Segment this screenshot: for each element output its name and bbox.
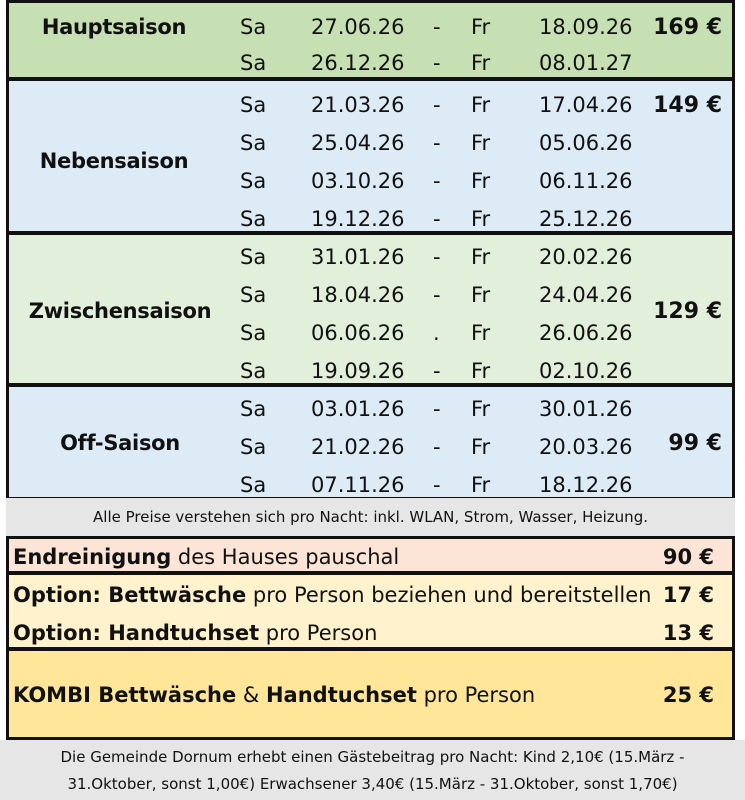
date-range-row xyxy=(9,237,732,275)
season-name: Zwischensaison xyxy=(28,299,212,323)
from-date: 06.06.26 xyxy=(311,321,405,345)
to-day: Fr xyxy=(471,473,491,497)
fee-amount: 90 € xyxy=(662,545,714,569)
date-range-row xyxy=(9,161,732,199)
from-date: 21.02.26 xyxy=(311,435,405,459)
range-separator: - xyxy=(433,51,441,75)
from-date: 03.01.26 xyxy=(311,397,405,421)
season-block-hauptsaison xyxy=(6,0,735,80)
to-day: Fr xyxy=(471,245,491,269)
to-date: 30.01.26 xyxy=(539,397,633,421)
to-date: 06.11.26 xyxy=(539,169,633,193)
from-date: 26.12.26 xyxy=(311,51,405,75)
to-day: Fr xyxy=(471,283,491,307)
to-date: 02.10.26 xyxy=(539,359,633,383)
range-separator: - xyxy=(433,473,441,497)
guest-tax-note xyxy=(0,740,745,800)
date-range-row xyxy=(9,427,732,465)
fee-rest: des Hauses pauschal xyxy=(171,545,400,569)
fee-text-towels xyxy=(13,621,377,645)
date-range-row xyxy=(9,313,732,351)
range-separator: - xyxy=(433,283,441,307)
fee-rest: pro Person xyxy=(416,683,536,707)
range-separator: - xyxy=(433,15,441,39)
from-day: Sa xyxy=(240,131,267,155)
from-day: Sa xyxy=(240,245,267,269)
range-separator: - xyxy=(433,93,441,117)
to-date: 20.02.26 xyxy=(539,245,633,269)
to-day: Fr xyxy=(471,435,491,459)
range-separator: - xyxy=(433,435,441,459)
to-day: Fr xyxy=(471,169,491,193)
fee-row-combo xyxy=(6,648,735,740)
season-name: Off-Saison xyxy=(60,431,180,455)
to-date: 08.01.27 xyxy=(539,51,633,75)
fee-mid: & xyxy=(236,683,266,707)
fee-amount-bedlinen: 17 € xyxy=(662,583,714,607)
fee-bold-1: KOMBI Bettwäsche xyxy=(13,683,237,707)
from-date: 03.10.26 xyxy=(311,169,405,193)
guest-tax-line-2: 31.Oktober, sonst 1,00€) Erwachsener 3,40€ (15.März - 31.Oktober, sonst 1,70€) xyxy=(67,775,678,793)
fee-row-cleaning xyxy=(6,536,735,574)
season-price: 149 € xyxy=(653,93,722,118)
fee-text xyxy=(13,545,399,569)
fee-amount-combo: 25 € xyxy=(662,683,714,707)
to-day: Fr xyxy=(471,207,491,231)
from-day: Sa xyxy=(240,93,267,117)
season-name: Hauptsaison xyxy=(41,15,187,39)
to-day: Fr xyxy=(471,51,491,75)
season-name: Nebensaison xyxy=(39,149,189,173)
range-separator: . xyxy=(433,321,440,345)
season-block-off-saison xyxy=(6,384,735,500)
from-date: 19.09.26 xyxy=(311,359,405,383)
to-day: Fr xyxy=(471,397,491,421)
to-day: Fr xyxy=(471,359,491,383)
season-price: 99 € xyxy=(668,431,722,456)
from-day: Sa xyxy=(240,51,267,75)
range-separator: - xyxy=(433,131,441,155)
season-block-nebensaison xyxy=(6,78,735,234)
date-range-row xyxy=(9,7,732,45)
fee-bold: Option: Bettwäsche xyxy=(13,583,247,607)
to-day: Fr xyxy=(471,15,491,39)
from-date: 27.06.26 xyxy=(311,15,405,39)
season-price: 129 € xyxy=(653,299,722,324)
fee-rest: pro Person beziehen und bereitstellen xyxy=(246,583,652,607)
to-day: Fr xyxy=(471,321,491,345)
from-date: 18.04.26 xyxy=(311,283,405,307)
to-day: Fr xyxy=(471,131,491,155)
to-date: 17.04.26 xyxy=(539,93,633,117)
date-range-row xyxy=(9,85,732,123)
from-day: Sa xyxy=(240,359,267,383)
to-date: 18.09.26 xyxy=(539,15,633,39)
to-date: 25.12.26 xyxy=(539,207,633,231)
fee-block-options xyxy=(6,572,735,650)
to-date: 05.06.26 xyxy=(539,131,633,155)
season-price: 169 € xyxy=(653,15,722,40)
from-day: Sa xyxy=(240,15,267,39)
fee-bold: Endreinigung xyxy=(13,545,172,569)
prices-note xyxy=(6,498,735,536)
from-day: Sa xyxy=(240,169,267,193)
to-date: 20.03.26 xyxy=(539,435,633,459)
fee-bold: Option: Handtuchset xyxy=(13,621,260,645)
to-day: Fr xyxy=(471,93,491,117)
from-day: Sa xyxy=(240,283,267,307)
fee-text-combo xyxy=(13,683,535,707)
to-date: 24.04.26 xyxy=(539,283,633,307)
to-date: 26.06.26 xyxy=(539,321,633,345)
date-range-row xyxy=(9,123,732,161)
from-day: Sa xyxy=(240,397,267,421)
fee-bold-2: Handtuchset xyxy=(265,683,417,707)
from-date: 07.11.26 xyxy=(311,473,405,497)
fee-rest: pro Person xyxy=(259,621,378,645)
to-date: 18.12.26 xyxy=(539,473,633,497)
from-date: 21.03.26 xyxy=(311,93,405,117)
range-separator: - xyxy=(433,245,441,269)
date-range-row xyxy=(9,43,732,81)
from-day: Sa xyxy=(240,435,267,459)
season-block-zwischensaison xyxy=(6,232,735,386)
date-range-row xyxy=(9,275,732,313)
prices-note-text: Alle Preise verstehen sich pro Nacht: inkl. WLAN, Strom, Wasser, Heizung. xyxy=(93,508,648,526)
range-separator: - xyxy=(433,169,441,193)
range-separator: - xyxy=(433,207,441,231)
date-range-row xyxy=(9,389,732,427)
from-date: 31.01.26 xyxy=(311,245,405,269)
fee-amount-towels: 13 € xyxy=(662,621,714,645)
from-date: 19.12.26 xyxy=(311,207,405,231)
from-date: 25.04.26 xyxy=(311,131,405,155)
fee-text-bedlinen xyxy=(13,583,651,607)
from-day: Sa xyxy=(240,473,267,497)
from-day: Sa xyxy=(240,321,267,345)
range-separator: - xyxy=(433,359,441,383)
range-separator: - xyxy=(433,397,441,421)
from-day: Sa xyxy=(240,207,267,231)
guest-tax-line-1: Die Gemeinde Dornum erhebt einen Gästebeitrag pro Nacht: Kind 2,10€ (15.März - xyxy=(60,748,685,766)
